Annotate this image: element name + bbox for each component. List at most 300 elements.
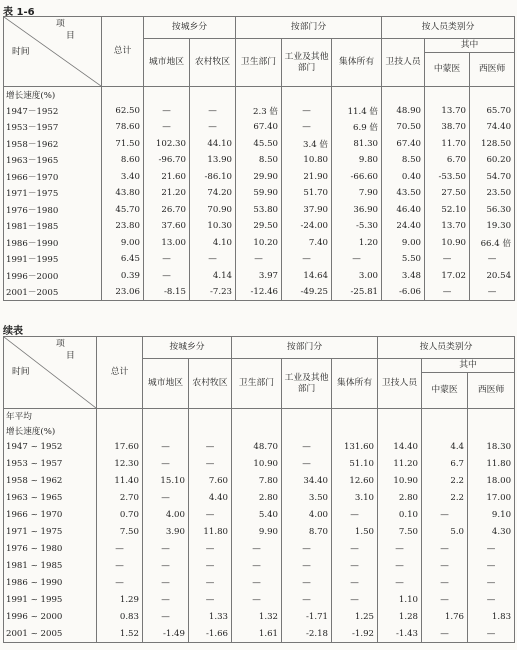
value-cell: -86.10 (190, 169, 236, 186)
value-cell: — (143, 439, 189, 456)
value-cell: 51.10 (332, 456, 378, 473)
value-cell: 10.90 (425, 235, 470, 252)
value-cell: 7.50 (97, 524, 143, 541)
table-row (4, 575, 515, 592)
value-cell: 131.60 (332, 439, 378, 456)
period-cell: 1953－1957 (4, 119, 102, 136)
table-row (4, 558, 515, 575)
period-cell: 2001－2005 (4, 284, 102, 301)
table-row (4, 152, 515, 169)
value-cell: — (332, 592, 378, 609)
value-cell: — (189, 592, 232, 609)
header-among: 其中 (425, 39, 515, 53)
value-cell: 11.40 (97, 473, 143, 490)
section-label: 增长速度(%) (4, 87, 102, 103)
value-cell: 21.60 (144, 169, 190, 186)
value-cell: — (470, 251, 515, 268)
value-cell: — (468, 575, 515, 592)
value-cell: 21.90 (282, 169, 332, 186)
value-cell: 59.90 (236, 185, 282, 202)
value-cell: — (97, 541, 143, 558)
value-cell: -49.25 (282, 284, 332, 301)
value-cell: 20.54 (470, 268, 515, 285)
value-cell: 78.60 (102, 119, 144, 136)
value-cell: — (282, 119, 332, 136)
value-cell: 8.50 (236, 152, 282, 169)
value-cell: -12.46 (236, 284, 282, 301)
value-cell: 0.83 (97, 609, 143, 626)
value-cell: 9.10 (468, 507, 515, 524)
header-western-doctor: 西医师 (470, 53, 515, 87)
period-cell: 1971 ~ 1975 (4, 524, 97, 541)
footer-cut-text (0, 642, 517, 650)
value-cell: 45.70 (102, 202, 144, 219)
value-cell: 70.50 (382, 119, 425, 136)
value-cell: 0.70 (97, 507, 143, 524)
period-cell: 1981 ~ 1985 (4, 558, 97, 575)
period-cell: 1986 ~ 1990 (4, 575, 97, 592)
value-cell: — (143, 456, 189, 473)
value-cell: 74.40 (470, 119, 515, 136)
value-cell: 0.40 (382, 169, 425, 186)
value-cell: — (422, 575, 468, 592)
value-cell: — (189, 507, 232, 524)
value-cell: 26.70 (144, 202, 190, 219)
value-cell: 1.76 (422, 609, 468, 626)
value-cell: 4.14 (190, 268, 236, 285)
value-cell: 81.30 (332, 136, 382, 153)
table-row (4, 119, 515, 136)
value-cell: 1.32 (232, 609, 282, 626)
value-cell: — (425, 251, 470, 268)
header-collective: 集体所有 (332, 39, 382, 87)
period-cell: 1976 ~ 1980 (4, 541, 97, 558)
value-cell: — (97, 575, 143, 592)
table-row (4, 609, 515, 626)
table-row (4, 439, 515, 456)
header-total: 总计 (102, 17, 144, 87)
header-by-department: 按部门分 (232, 337, 378, 359)
value-cell: 54.70 (470, 169, 515, 186)
header-by-personnel: 按人员类别分 (382, 17, 515, 39)
value-cell: 5.50 (382, 251, 425, 268)
period-cell: 1958－1962 (4, 136, 102, 153)
value-cell: — (282, 575, 332, 592)
value-cell: -24.00 (282, 218, 332, 235)
table-row (4, 507, 515, 524)
value-cell: 0.10 (378, 507, 422, 524)
value-cell: 13.00 (144, 235, 190, 252)
value-cell: — (378, 558, 422, 575)
value-cell: 11.80 (468, 456, 515, 473)
header-collective: 集体所有 (332, 359, 378, 409)
value-cell: 62.50 (102, 103, 144, 120)
table-row (4, 268, 515, 285)
section-label: 年平均 (4, 409, 97, 424)
value-cell: 6.45 (102, 251, 144, 268)
value-cell: 37.60 (144, 218, 190, 235)
value-cell: 21.20 (144, 185, 190, 202)
value-cell: — (143, 592, 189, 609)
value-cell: — (144, 119, 190, 136)
value-cell: 8.50 (382, 152, 425, 169)
header-health-tech: 卫技人员 (382, 39, 425, 87)
period-cell: 1963－1965 (4, 152, 102, 169)
corner-item-label-2: 目 (66, 351, 75, 361)
value-cell: — (332, 251, 382, 268)
value-cell: 17.60 (97, 439, 143, 456)
value-cell: 1.61 (232, 626, 282, 643)
period-cell: 1996－2000 (4, 268, 102, 285)
value-cell: — (332, 541, 378, 558)
value-cell: 15.10 (143, 473, 189, 490)
value-cell: 4.00 (282, 507, 332, 524)
header-health-tech: 卫技人员 (378, 359, 422, 409)
value-cell: 3.00 (332, 268, 382, 285)
value-cell: — (378, 541, 422, 558)
value-cell: 17.02 (425, 268, 470, 285)
value-cell: 67.40 (382, 136, 425, 153)
value-cell: 48.70 (232, 439, 282, 456)
period-cell: 1991 ~ 1995 (4, 592, 97, 609)
table-1-title: 表 1-6 (3, 7, 35, 18)
value-cell: 102.30 (144, 136, 190, 153)
period-cell: 1996 ~ 2000 (4, 609, 97, 626)
value-cell: — (282, 456, 332, 473)
value-cell: 1.25 (332, 609, 378, 626)
value-cell: 8.60 (102, 152, 144, 169)
value-cell: 66.4 倍 (470, 235, 515, 252)
value-cell: 60.20 (470, 152, 515, 169)
header-rural: 农村牧区 (189, 359, 232, 409)
value-cell: — (468, 558, 515, 575)
value-cell: — (425, 284, 470, 301)
value-cell: 46.40 (382, 202, 425, 219)
value-cell: 7.40 (282, 235, 332, 252)
header-by-personnel: 按人员类别分 (378, 337, 515, 359)
value-cell: 71.50 (102, 136, 144, 153)
table-row (4, 473, 515, 490)
table-row (4, 218, 515, 235)
value-cell: -6.06 (382, 284, 425, 301)
value-cell: — (144, 251, 190, 268)
header-industry-dept: 工业及其他部门 (282, 39, 332, 87)
value-cell: — (422, 507, 468, 524)
value-cell: -8.15 (144, 284, 190, 301)
header-by-urban-rural: 按城乡分 (143, 337, 232, 359)
corner-item-label-2: 目 (66, 31, 75, 41)
period-cell: 1953 ~ 1957 (4, 456, 97, 473)
value-cell: 48.90 (382, 103, 425, 120)
value-cell: 37.90 (282, 202, 332, 219)
value-cell: 18.00 (468, 473, 515, 490)
value-cell: — (143, 541, 189, 558)
value-cell: 2.2 (422, 490, 468, 507)
value-cell: 2.2 (422, 473, 468, 490)
value-cell: 9.80 (332, 152, 382, 169)
value-cell: 12.30 (97, 456, 143, 473)
value-cell: 14.64 (282, 268, 332, 285)
header-western-doctor: 西医师 (468, 373, 515, 409)
value-cell: — (189, 575, 232, 592)
value-cell: 13.70 (425, 218, 470, 235)
value-cell: 1.52 (97, 626, 143, 643)
value-cell: — (422, 558, 468, 575)
value-cell: 53.80 (236, 202, 282, 219)
table-row (4, 185, 515, 202)
value-cell: — (143, 575, 189, 592)
value-cell: 11.70 (425, 136, 470, 153)
value-cell: — (190, 103, 236, 120)
value-cell: — (236, 251, 282, 268)
value-cell: — (144, 103, 190, 120)
table-2-title: 续表 (3, 326, 23, 337)
value-cell: 9.90 (232, 524, 282, 541)
value-cell: — (468, 541, 515, 558)
header-urban: 城市地区 (143, 359, 189, 409)
value-cell: — (282, 251, 332, 268)
value-cell: 128.50 (470, 136, 515, 153)
value-cell: 23.80 (102, 218, 144, 235)
value-cell: 10.20 (236, 235, 282, 252)
value-cell: — (282, 592, 332, 609)
value-cell: 1.83 (468, 609, 515, 626)
period-cell: 1963 ~ 1965 (4, 490, 97, 507)
value-cell: -1.66 (189, 626, 232, 643)
value-cell: 6.7 (422, 456, 468, 473)
table-row (4, 592, 515, 609)
value-cell: -2.18 (282, 626, 332, 643)
growth-rate-table (3, 16, 515, 301)
value-cell: 4.4 (422, 439, 468, 456)
table-row (4, 169, 515, 186)
value-cell: — (143, 490, 189, 507)
value-cell: — (190, 119, 236, 136)
value-cell: 10.80 (282, 152, 332, 169)
value-cell: 11.80 (189, 524, 232, 541)
value-cell: — (189, 456, 232, 473)
value-cell: 4.10 (190, 235, 236, 252)
table-row (4, 103, 515, 120)
period-cell: 1981－1985 (4, 218, 102, 235)
corner-time-label: 时间 (12, 47, 30, 57)
value-cell: -7.23 (190, 284, 236, 301)
value-cell: -66.60 (332, 169, 382, 186)
value-cell: 52.10 (425, 202, 470, 219)
table-row (4, 251, 515, 268)
value-cell: — (232, 575, 282, 592)
header-health-dept: 卫生部门 (236, 39, 282, 87)
value-cell: 51.70 (282, 185, 332, 202)
value-cell: 5.0 (422, 524, 468, 541)
corner-time-label: 时间 (12, 367, 30, 377)
value-cell: — (422, 541, 468, 558)
value-cell: 70.90 (190, 202, 236, 219)
value-cell: — (470, 284, 515, 301)
value-cell: 10.30 (190, 218, 236, 235)
value-cell: 3.40 (102, 169, 144, 186)
period-cell: 1958 ~ 1962 (4, 473, 97, 490)
value-cell: 19.30 (470, 218, 515, 235)
value-cell: 43.80 (102, 185, 144, 202)
header-among: 其中 (422, 359, 515, 373)
value-cell: 0.39 (102, 268, 144, 285)
value-cell: — (189, 541, 232, 558)
value-cell: 14.40 (378, 439, 422, 456)
value-cell: — (468, 626, 515, 643)
value-cell: — (143, 558, 189, 575)
period-cell: 1986－1990 (4, 235, 102, 252)
value-cell: — (97, 558, 143, 575)
value-cell: — (282, 558, 332, 575)
value-cell: — (282, 541, 332, 558)
header-mongolian-doctor: 中蒙医 (422, 373, 468, 409)
value-cell: — (190, 251, 236, 268)
value-cell: 2.70 (97, 490, 143, 507)
value-cell: 38.70 (425, 119, 470, 136)
value-cell: 24.40 (382, 218, 425, 235)
value-cell: 2.3 倍 (236, 103, 282, 120)
value-cell: 1.20 (332, 235, 382, 252)
value-cell: 67.40 (236, 119, 282, 136)
value-cell: — (422, 626, 468, 643)
table-row (4, 524, 515, 541)
value-cell: — (189, 558, 232, 575)
value-cell: — (232, 558, 282, 575)
value-cell: — (232, 541, 282, 558)
value-cell: 6.9 倍 (332, 119, 382, 136)
period-cell: 2001 ~ 2005 (4, 626, 97, 643)
header-rural: 农村牧区 (190, 39, 236, 87)
value-cell: 13.90 (190, 152, 236, 169)
value-cell: 3.50 (282, 490, 332, 507)
value-cell: 45.50 (236, 136, 282, 153)
value-cell: 9.00 (102, 235, 144, 252)
period-cell: 1991－1995 (4, 251, 102, 268)
value-cell: 1.33 (189, 609, 232, 626)
value-cell: — (332, 575, 378, 592)
value-cell: 6.70 (425, 152, 470, 169)
value-cell: 1.29 (97, 592, 143, 609)
value-cell: — (189, 439, 232, 456)
value-cell: 9.00 (382, 235, 425, 252)
period-cell: 1976－1980 (4, 202, 102, 219)
table-row (4, 202, 515, 219)
corner-item-label: 项 (56, 19, 65, 29)
value-cell: — (332, 507, 378, 524)
value-cell: — (143, 609, 189, 626)
header-by-department: 按部门分 (236, 17, 382, 39)
value-cell: 23.50 (470, 185, 515, 202)
value-cell: 7.90 (332, 185, 382, 202)
value-cell: — (422, 592, 468, 609)
header-by-urban-rural: 按城乡分 (144, 17, 236, 39)
value-cell: -96.70 (144, 152, 190, 169)
value-cell: — (282, 439, 332, 456)
value-cell: 1.10 (378, 592, 422, 609)
section-label-2: 增长速度(%) (4, 424, 97, 439)
value-cell: — (282, 103, 332, 120)
value-cell: 1.28 (378, 609, 422, 626)
value-cell: — (232, 592, 282, 609)
value-cell: 43.50 (382, 185, 425, 202)
value-cell: 4.30 (468, 524, 515, 541)
header-mongolian-doctor: 中蒙医 (425, 53, 470, 87)
header-industry-dept: 工业及其他部门 (282, 359, 332, 409)
table-row (4, 235, 515, 252)
value-cell: 7.50 (378, 524, 422, 541)
table-row (4, 284, 515, 301)
value-cell: 74.20 (190, 185, 236, 202)
value-cell: 3.90 (143, 524, 189, 541)
header-total: 总计 (97, 337, 143, 409)
value-cell: 3.48 (382, 268, 425, 285)
value-cell: 56.30 (470, 202, 515, 219)
header-health-dept: 卫生部门 (232, 359, 282, 409)
value-cell: 36.90 (332, 202, 382, 219)
corner-item-label: 项 (56, 339, 65, 349)
value-cell: 4.40 (189, 490, 232, 507)
value-cell: 3.4 倍 (282, 136, 332, 153)
value-cell: 11.20 (378, 456, 422, 473)
value-cell: 2.80 (232, 490, 282, 507)
continued-table (3, 336, 515, 643)
period-cell: 1966－1970 (4, 169, 102, 186)
period-cell: 1947 ~ 1952 (4, 439, 97, 456)
value-cell: -53.50 (425, 169, 470, 186)
value-cell: — (378, 575, 422, 592)
value-cell: -5.30 (332, 218, 382, 235)
value-cell: -1.92 (332, 626, 378, 643)
value-cell: 29.50 (236, 218, 282, 235)
header-urban: 城市地区 (144, 39, 190, 87)
value-cell: 10.90 (378, 473, 422, 490)
table-row (4, 626, 515, 643)
value-cell: -1.49 (143, 626, 189, 643)
table-row (4, 490, 515, 507)
value-cell: 65.70 (470, 103, 515, 120)
value-cell: 5.40 (232, 507, 282, 524)
value-cell: 3.10 (332, 490, 378, 507)
value-cell: 7.60 (189, 473, 232, 490)
value-cell: 7.80 (232, 473, 282, 490)
value-cell: 23.06 (102, 284, 144, 301)
value-cell: 11.4 倍 (332, 103, 382, 120)
value-cell: 12.60 (332, 473, 378, 490)
value-cell: 13.70 (425, 103, 470, 120)
value-cell: 4.00 (143, 507, 189, 524)
value-cell: -1.43 (378, 626, 422, 643)
period-cell: 1971－1975 (4, 185, 102, 202)
corner-header (4, 337, 97, 409)
value-cell: — (144, 268, 190, 285)
value-cell: 1.50 (332, 524, 378, 541)
value-cell: — (468, 592, 515, 609)
value-cell: -1.71 (282, 609, 332, 626)
value-cell: 3.97 (236, 268, 282, 285)
value-cell: — (332, 558, 378, 575)
value-cell: 27.50 (425, 185, 470, 202)
table-row (4, 541, 515, 558)
table-row (4, 136, 515, 153)
period-cell: 1947－1952 (4, 103, 102, 120)
value-cell: 2.80 (378, 490, 422, 507)
value-cell: 18.30 (468, 439, 515, 456)
table-row (4, 456, 515, 473)
value-cell: 10.90 (232, 456, 282, 473)
corner-header (4, 17, 102, 87)
value-cell: 44.10 (190, 136, 236, 153)
